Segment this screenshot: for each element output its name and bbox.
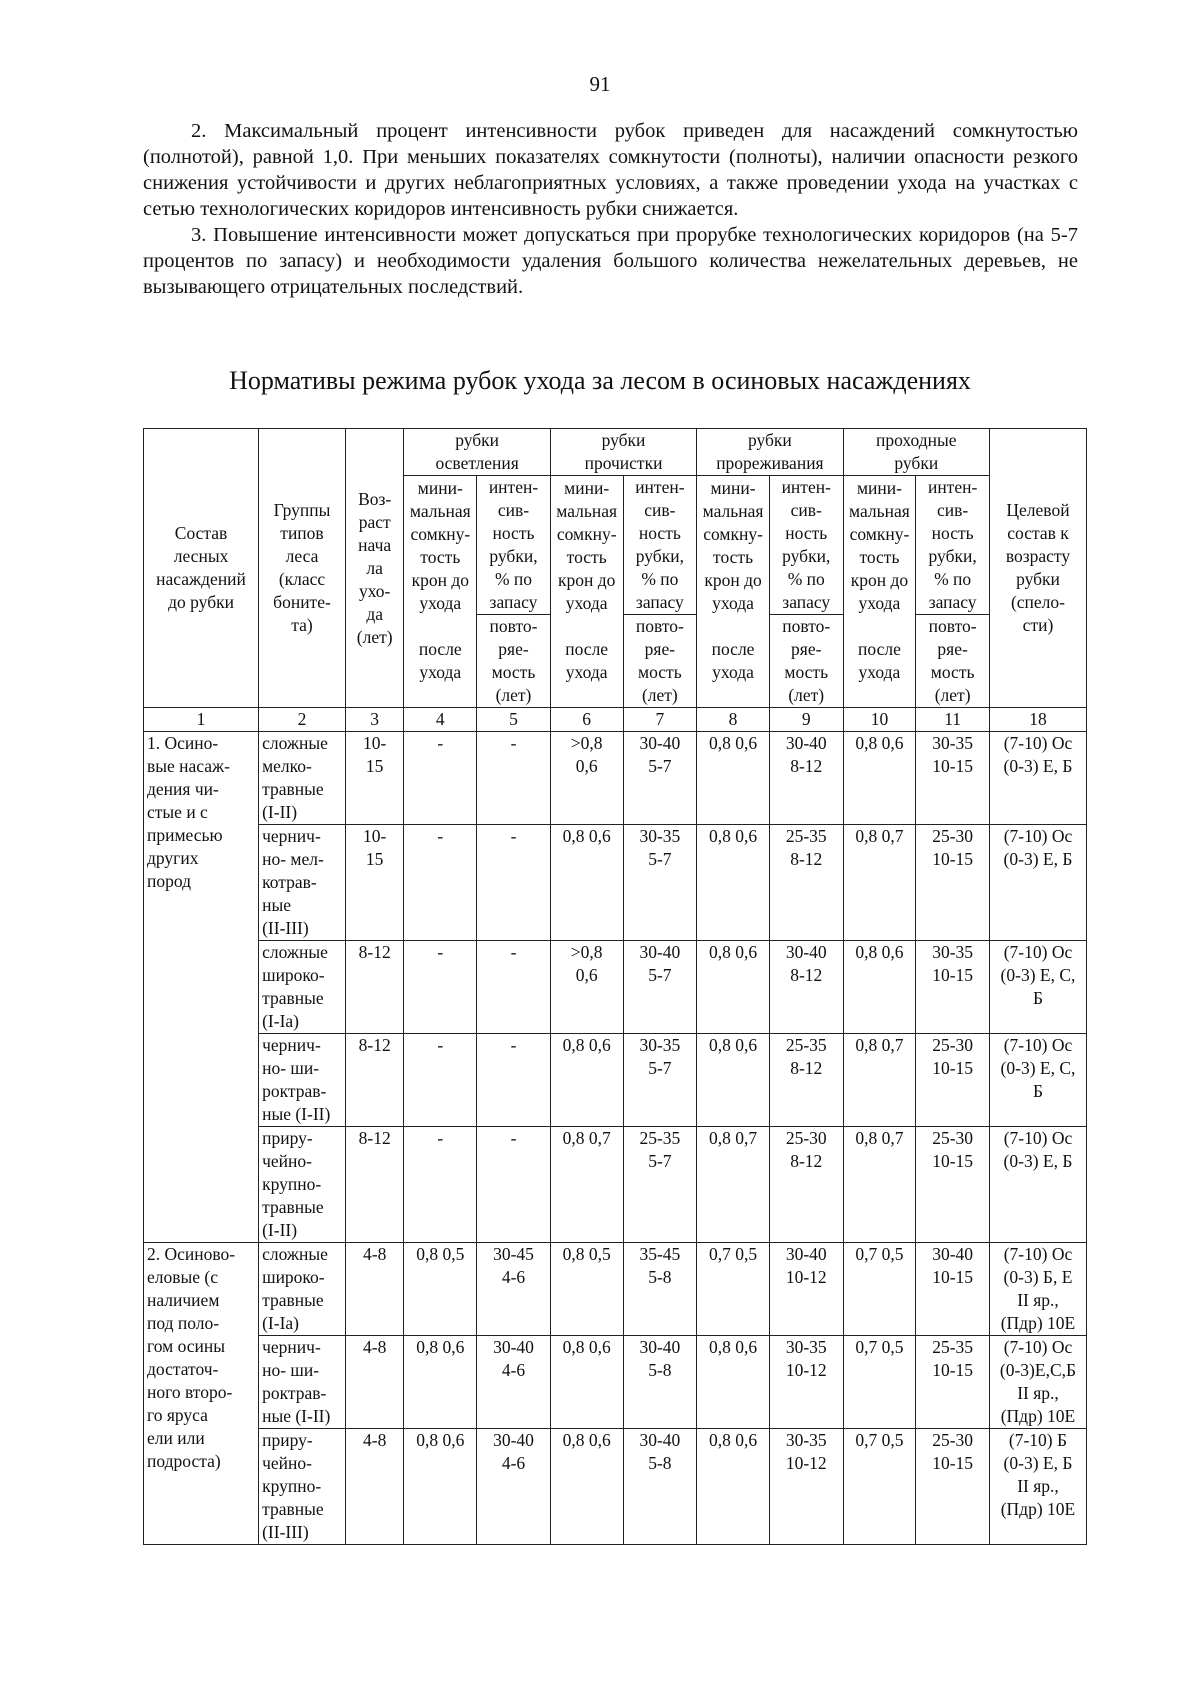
table-row — [144, 1429, 1087, 1545]
column-number: 18 — [989, 708, 1086, 732]
target-cell: (7-10) Ос (0-3) Е, Б — [989, 825, 1086, 941]
table-row — [144, 732, 1087, 825]
target-cell: (7-10) Ос (0-3) Е, С, Б — [989, 941, 1086, 1034]
header-after: после ухода — [404, 615, 477, 708]
header-forest-type: Группы типов леса (класс боните- та) — [259, 429, 346, 708]
header-after: после ухода — [550, 615, 623, 708]
data-cell: 0,8 0,7 — [843, 1034, 916, 1127]
age-cell: 4-8 — [345, 1429, 404, 1545]
data-cell: 0,8 0,7 — [843, 825, 916, 941]
paragraph-3: 3. Повышение интенсивности может допускаться при прорубке технологических коридоров (на 5-7 процентов по запасу) и необходимости удаления большого количества нежелательных деревьев, не вызывающего отрицательных последствий. — [143, 224, 1078, 298]
header-repeat: повто- ряе- мость (лет) — [477, 615, 551, 708]
data-cell: 30-35 10-12 — [769, 1429, 843, 1545]
age-cell: 4-8 — [345, 1243, 404, 1336]
data-cell: 0,8 0,5 — [404, 1243, 477, 1336]
data-cell: 30-35 10-15 — [916, 732, 990, 825]
header-repeat: повто- ряе- мость (лет) — [769, 615, 843, 708]
data-cell: 35-45 5-8 — [623, 1243, 697, 1336]
target-cell: (7-10) Ос (0-3)Е,С,Б II яр., (Пдр) 10Е — [989, 1336, 1086, 1429]
data-cell: 0,8 0,6 — [697, 941, 770, 1034]
column-number: 4 — [404, 708, 477, 732]
table-row — [144, 941, 1087, 1034]
data-cell: 25-35 10-15 — [916, 1336, 990, 1429]
data-cell: 25-30 10-15 — [916, 1127, 990, 1243]
data-cell: 25-35 8-12 — [769, 1034, 843, 1127]
header-min-density: мини- мальная сомкну- тость крон до ухода — [550, 476, 623, 615]
data-cell: 0,7 0,5 — [843, 1429, 916, 1545]
composition-cell: 1. Осино- вые насаж- дения чи- стые и с примесью других пород — [144, 732, 259, 1243]
paragraph-2: 2. Максимальный процент интенсивности рубок приведен для насаждений сомкнутостью (полнотой), равной 1,0. При меньших показателях сомкнутости (полноты), наличии опасности резкого снижения устойчивости и других неблагоприятных условиях, а также проведении ухода на участках с сетью технологических коридоров интенсивность рубки снижается. — [143, 120, 1078, 220]
header-after: после ухода — [697, 615, 770, 708]
data-cell: 30-40 4-6 — [477, 1429, 551, 1545]
data-cell: - — [477, 825, 551, 941]
data-cell: 0,8 0,6 — [697, 732, 770, 825]
data-cell: 0,8 0,5 — [550, 1243, 623, 1336]
data-cell: 0,8 0,6 — [697, 1429, 770, 1545]
data-cell: - — [477, 1034, 551, 1127]
age-cell: 10- 15 — [345, 732, 404, 825]
data-cell: 0,8 0,6 — [550, 1034, 623, 1127]
data-cell: 25-30 10-15 — [916, 1034, 990, 1127]
target-cell: (7-10) Б (0-3) Е, Б II яр., (Пдр) 10Е — [989, 1429, 1086, 1545]
data-cell: 0,8 0,6 — [697, 1336, 770, 1429]
target-cell: (7-10) Ос (0-3) Е, Б — [989, 1127, 1086, 1243]
forest-type-cell: приру- чейно- крупно- травные (I-II) — [259, 1127, 346, 1243]
column-number: 2 — [259, 708, 346, 732]
age-cell: 4-8 — [345, 1336, 404, 1429]
column-number: 7 — [623, 708, 697, 732]
data-cell: - — [404, 1127, 477, 1243]
data-cell: 30-45 4-6 — [477, 1243, 551, 1336]
data-cell: 30-35 10-12 — [769, 1336, 843, 1429]
data-cell: 0,8 0,6 — [697, 1034, 770, 1127]
data-cell: 0,8 0,6 — [550, 1336, 623, 1429]
data-cell: - — [477, 1127, 551, 1243]
data-cell: - — [477, 941, 551, 1034]
data-cell: 30-35 10-15 — [916, 941, 990, 1034]
header-age: Воз- раст нача ла ухо- да (лет) — [345, 429, 404, 708]
norms-table — [143, 428, 1087, 1545]
header-target: Целевой состав к возрасту рубки (спело- сти) — [989, 429, 1086, 708]
header-group-osvetlenie: рубки осветления — [404, 429, 550, 476]
header-intensity: интен- сив- ность рубки, % по запасу — [916, 476, 990, 615]
header-group-prochistka: рубки прочистки — [550, 429, 696, 476]
table-title: Нормативы режима рубок ухода за лесом в осиновых насаждениях — [229, 366, 971, 395]
data-cell: - — [404, 1034, 477, 1127]
column-number: 10 — [843, 708, 916, 732]
header-group-prorezhivanie: рубки прореживания — [697, 429, 843, 476]
target-cell: (7-10) Ос (0-3) Е, Б — [989, 732, 1086, 825]
header-min-density: мини- мальная сомкну- тость крон до ухода — [843, 476, 916, 615]
data-cell: >0,8 0,6 — [550, 941, 623, 1034]
age-cell: 8-12 — [345, 1034, 404, 1127]
forest-type-cell: сложные широко- травные (I-Ia) — [259, 1243, 346, 1336]
table-row — [144, 1336, 1087, 1429]
data-cell: - — [404, 825, 477, 941]
data-cell: 0,7 0,5 — [843, 1243, 916, 1336]
forest-type-cell: чернич- но- ши- роктрав- ные (I-II) — [259, 1034, 346, 1127]
data-cell: 0,8 0,6 — [404, 1336, 477, 1429]
data-cell: >0,8 0,6 — [550, 732, 623, 825]
data-cell: 25-30 10-15 — [916, 825, 990, 941]
data-cell: 0,8 0,6 — [550, 825, 623, 941]
data-cell: 30-35 5-7 — [623, 1034, 697, 1127]
table-row — [144, 1127, 1087, 1243]
data-cell: 30-40 10-15 — [916, 1243, 990, 1336]
column-number: 11 — [916, 708, 990, 732]
page-number: 91 — [589, 72, 611, 96]
data-cell: 30-40 5-7 — [623, 941, 697, 1034]
data-cell: 30-40 5-7 — [623, 732, 697, 825]
data-cell: 0,8 0,6 — [697, 825, 770, 941]
forest-type-cell: чернич- но- ши- роктрав- ные (I-II) — [259, 1336, 346, 1429]
data-cell: 30-40 5-8 — [623, 1429, 697, 1545]
data-cell: 0,8 0,6 — [550, 1429, 623, 1545]
header-min-density: мини- мальная сомкну- тость крон до ухода — [697, 476, 770, 615]
forest-type-cell: приру- чейно- крупно- травные (II-III) — [259, 1429, 346, 1545]
column-number: 9 — [769, 708, 843, 732]
data-cell: 30-40 8-12 — [769, 732, 843, 825]
data-cell: 25-30 8-12 — [769, 1127, 843, 1243]
age-cell: 8-12 — [345, 1127, 404, 1243]
header-repeat: повто- ряе- мость (лет) — [623, 615, 697, 708]
data-cell: - — [404, 732, 477, 825]
data-cell: 0,8 0,6 — [843, 732, 916, 825]
data-cell: - — [477, 732, 551, 825]
data-cell: 0,8 0,7 — [550, 1127, 623, 1243]
header-composition: Состав лесных насаждений до рубки — [144, 429, 259, 708]
data-cell: - — [404, 941, 477, 1034]
data-cell: 0,8 0,6 — [843, 941, 916, 1034]
header-intensity: интен- сив- ность рубки, % по запасу — [477, 476, 551, 615]
column-number: 1 — [144, 708, 259, 732]
column-number: 3 — [345, 708, 404, 732]
data-cell: 30-40 10-12 — [769, 1243, 843, 1336]
target-cell: (7-10) Ос (0-3) Е, С, Б — [989, 1034, 1086, 1127]
header-after: после ухода — [843, 615, 916, 708]
table-row — [144, 1243, 1087, 1336]
data-cell: 0,7 0,5 — [697, 1243, 770, 1336]
data-cell: 0,8 0,6 — [404, 1429, 477, 1545]
age-cell: 10- 15 — [345, 825, 404, 941]
column-number: 6 — [550, 708, 623, 732]
data-cell: 30-35 5-7 — [623, 825, 697, 941]
column-number: 8 — [697, 708, 770, 732]
column-number: 5 — [477, 708, 551, 732]
data-cell: 25-35 5-7 — [623, 1127, 697, 1243]
forest-type-cell: сложные мелко- травные (I-II) — [259, 732, 346, 825]
forest-type-cell: чернич- но- мел- котрав- ные (II-III) — [259, 825, 346, 941]
data-cell: 25-35 8-12 — [769, 825, 843, 941]
header-intensity: интен- сив- ность рубки, % по запасу — [623, 476, 697, 615]
column-number-row — [144, 708, 1087, 732]
header-group-prokhodnye: проходные рубки — [843, 429, 989, 476]
table-row — [144, 825, 1087, 941]
data-cell: 30-40 5-8 — [623, 1336, 697, 1429]
data-cell: 30-40 8-12 — [769, 941, 843, 1034]
data-cell: 30-40 4-6 — [477, 1336, 551, 1429]
data-cell: 0,7 0,5 — [843, 1336, 916, 1429]
table-row — [144, 1034, 1087, 1127]
age-cell: 8-12 — [345, 941, 404, 1034]
header-intensity: интен- сив- ность рубки, % по запасу — [769, 476, 843, 615]
forest-type-cell: сложные широко- травные (I-Ia) — [259, 941, 346, 1034]
header-min-density: мини- мальная сомкну- тость крон до ухода — [404, 476, 477, 615]
target-cell: (7-10) Ос (0-3) Б, Е II яр., (Пдр) 10Е — [989, 1243, 1086, 1336]
data-cell: 25-30 10-15 — [916, 1429, 990, 1545]
header-repeat: повто- ряе- мость (лет) — [916, 615, 990, 708]
data-cell: 0,8 0,7 — [843, 1127, 916, 1243]
intro-text — [143, 118, 1078, 300]
header-row-groups — [144, 429, 1087, 476]
composition-cell: 2. Осиново- еловые (с наличием под поло- гом осины достаточ- ного второ- го яруса ели или подроста) — [144, 1243, 259, 1545]
data-cell: 0,8 0,7 — [697, 1127, 770, 1243]
